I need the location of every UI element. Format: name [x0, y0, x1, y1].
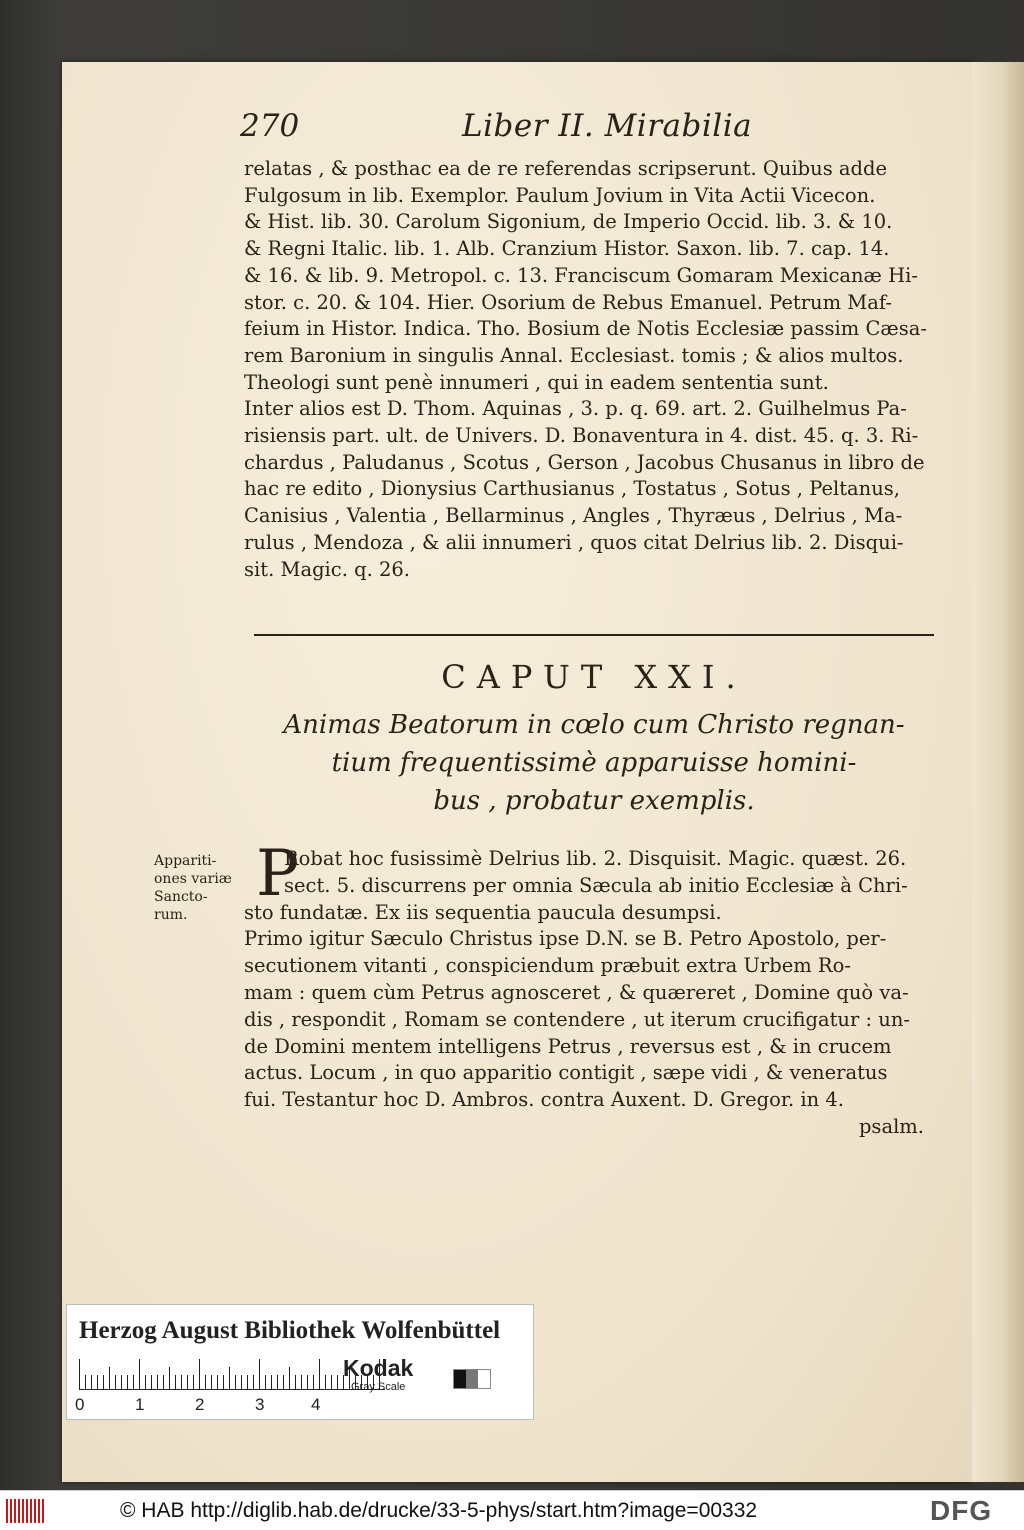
ruler-number: 2 [195, 1395, 205, 1414]
scale-ruler [79, 1357, 385, 1390]
margin-note-line: Appariti- [154, 853, 217, 869]
ruler-tick [139, 1359, 140, 1389]
ruler-tick [253, 1375, 254, 1389]
text-line: rulus , Mendoza , & alii innumeri , quos citat Delrius lib. 2. Disqui- [244, 530, 904, 554]
ruler-tick [103, 1375, 104, 1389]
text-line: stor. c. 20. & 104. Hier. Osorium de Rebus Emanuel. Petrum Maf- [244, 290, 892, 314]
ruler-tick [277, 1375, 278, 1389]
ruler-tick [235, 1375, 236, 1389]
chapter-title-line: bus , probatur exemplis. [433, 786, 755, 816]
ruler-tick [115, 1375, 116, 1389]
library-label-card [66, 1304, 534, 1420]
running-title: Liber II. Mirabilia [462, 108, 753, 144]
kodak-logo: Kodak [343, 1355, 414, 1381]
ruler-tick [187, 1375, 188, 1389]
ruler-tick [145, 1375, 146, 1389]
ruler-tick [169, 1367, 170, 1389]
ruler-tick [319, 1359, 320, 1389]
ruler-tick [181, 1375, 182, 1389]
body-text [244, 156, 930, 583]
ruler-tick [259, 1359, 260, 1389]
text-line: Canisius , Valentia , Bellarminus , Angles , Thyræus , Delrius , Ma- [244, 504, 903, 528]
page-number: 270 [240, 108, 300, 144]
margin-note [154, 852, 238, 924]
text-line: de Domini mentem intelligens Petrus , reversus est , & in crucem [244, 1034, 892, 1058]
text-line: Theologi sunt penè innumeri , qui in eadem sententia sunt. [244, 370, 829, 394]
ruler-tick [223, 1375, 224, 1389]
ruler-tick [331, 1375, 332, 1389]
barcode-icon [6, 1499, 46, 1523]
text-line: Inter alios est D. Thom. Aquinas , 3. p. q. 69. art. 2. Guilhelmus Pa- [244, 397, 907, 421]
text-line: & Hist. lib. 30. Carolum Sigonium, de Imperio Occid. lib. 3. & 10. [244, 210, 893, 234]
ruler-tick [79, 1359, 80, 1389]
margin-note-line: ones variæ [154, 871, 232, 887]
ruler-tick [199, 1359, 200, 1389]
gray-scale-swatches [453, 1369, 491, 1389]
ruler-number: 0 [75, 1395, 85, 1414]
ruler-tick [217, 1375, 218, 1389]
text-line: & 16. & lib. 9. Metropol. c. 13. Franciscum Gomaram Mexicanæ Hi- [244, 263, 918, 287]
ruler-tick [301, 1375, 302, 1389]
text-line: fui. Testantur hoc D. Ambros. contra Auxent. D. Gregor. in 4. [244, 1088, 845, 1112]
text-line: feium in Histor. Indica. Tho. Bosium de Notis Ecclesiæ passim Cæsa- [244, 317, 927, 341]
ruler-tick [283, 1375, 284, 1389]
chapter-divider [254, 634, 934, 636]
text-line: & Regni Italic. lib. 1. Alb. Cranzium Histor. Saxon. lib. 7. cap. 14. [244, 237, 890, 261]
page-gutter [972, 62, 1024, 1482]
ruler-tick [193, 1375, 194, 1389]
ruler-tick [313, 1375, 314, 1389]
chapter-title [254, 706, 934, 820]
ruler-tick [151, 1375, 152, 1389]
text-line: hac re edito , Dionysius Carthusianus , Tostatus , Sotus , Peltanus, [244, 477, 901, 501]
text-line: relatas , & posthac ea de re referendas scripserunt. Quibus adde [244, 157, 888, 180]
text-line: mam : quem cùm Petrus agnosceret , & quæreret , Domine quò va- [244, 980, 909, 1004]
ruler-tick [91, 1375, 92, 1389]
ruler-tick [307, 1375, 308, 1389]
text-line: rem Baronium in singulis Annal. Ecclesiast. tomis ; & alios multos. [244, 343, 904, 367]
ruler-number: 4 [311, 1395, 321, 1414]
ruler-number: 1 [135, 1395, 145, 1414]
ruler-tick [337, 1375, 338, 1389]
chapter-heading: CAPUT XXI. [441, 658, 747, 696]
ruler-tick [229, 1367, 230, 1389]
swatch [454, 1370, 466, 1388]
page-header [240, 108, 940, 148]
ruler-tick [205, 1375, 206, 1389]
chapter-title-line: Animas Beatorum in cœlo cum Christo regnan- [283, 710, 905, 740]
text-line: actus. Locum , in quo apparitio contigit , sæpe vidi , & veneratus [244, 1061, 888, 1085]
text-line: sect. 5. discurrens per omnia Sæcula ab initio Ecclesiæ à Chri- [284, 873, 908, 897]
margin-note-line: rum. [154, 907, 188, 923]
text-line: Fulgosum in lib. Exemplor. Paulum Jovium in Vita Actii Vicecon. [244, 183, 876, 207]
ruler-tick [109, 1367, 110, 1389]
ruler-tick [271, 1375, 272, 1389]
ruler-tick [247, 1375, 248, 1389]
viewer-footer [0, 1490, 1024, 1530]
ruler-tick [121, 1375, 122, 1389]
text-line: sit. Magic. q. 26. [244, 557, 410, 581]
gray-scale-label: Gray Scale [351, 1381, 406, 1393]
swatch [466, 1370, 478, 1388]
text-line: secutionem vitanti , conspiciendum præbuit extra Urbem Ro- [244, 954, 851, 978]
dfg-logo: DFG [930, 1495, 993, 1526]
ruler-tick [85, 1375, 86, 1389]
text-line: sto fundatæ. Ex iis sequentia paucula desumpsi. [244, 900, 722, 924]
swatch [478, 1370, 490, 1388]
ruler-tick [97, 1375, 98, 1389]
ruler-tick [163, 1375, 164, 1389]
text-line: risiensis part. ult. de Univers. D. Bonaventura in 4. dist. 45. q. 3. Ri- [244, 424, 919, 448]
ruler-tick [325, 1375, 326, 1389]
ruler-tick [295, 1375, 296, 1389]
ruler-tick [265, 1375, 266, 1389]
citation-link[interactable]: © HAB http://diglib.hab.de/drucke/33-5-phys/start.htm?image=00332 [120, 1499, 758, 1522]
ruler-tick [127, 1375, 128, 1389]
ruler-number: 3 [255, 1395, 265, 1414]
ruler-tick [211, 1375, 212, 1389]
section-text [244, 837, 930, 1141]
chapter-title-line: tium frequentissimè apparuisse homini- [331, 748, 857, 778]
text-line: chardus , Paludanus , Scotus , Gerson , Jacobus Chusanus in libro de [244, 450, 925, 474]
ruler-tick [157, 1375, 158, 1389]
text-line: Primo igitur Sæculo Christus ipse D.N. se B. Petro Apostolo, per- [244, 927, 887, 951]
margin-note-line: Sancto- [154, 889, 208, 905]
ruler-tick [175, 1375, 176, 1389]
library-name: Herzog August Bibliothek Wolfenbüttel [79, 1317, 501, 1344]
ruler-tick [241, 1375, 242, 1389]
text-line: dis , respondit , Romam se contendere , ut iterum crucifigatur : un- [244, 1007, 910, 1031]
ruler-tick [133, 1375, 134, 1389]
drop-cap: P [256, 837, 300, 911]
text-line: psalm. [858, 1114, 924, 1138]
ruler-tick [289, 1367, 290, 1389]
text-line: Robat hoc fusissimè Delrius lib. 2. Disquisit. Magic. quæst. 26. [284, 847, 907, 870]
